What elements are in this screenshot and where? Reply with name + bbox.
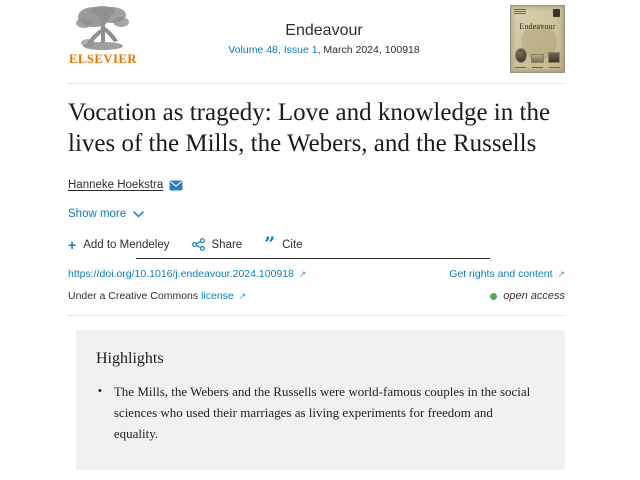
- external-link-icon: ↗: [238, 292, 247, 302]
- elsevier-tree-icon: [74, 5, 132, 51]
- open-access-badge: [490, 290, 565, 302]
- share-icon: [192, 238, 205, 251]
- cover-engraving-small: [531, 54, 544, 63]
- chevron-down-icon: [133, 211, 144, 218]
- highlights-heading: Highlights: [96, 350, 164, 367]
- action-bar: [68, 232, 565, 255]
- external-link-icon: ↗: [298, 270, 307, 280]
- journal-header: [0, 0, 640, 83]
- get-rights-link[interactable]: Get rights and content: [449, 268, 553, 280]
- header-divider: [68, 83, 565, 84]
- doi-row: [68, 268, 565, 280]
- cover-portrait-oval: [515, 48, 527, 63]
- cite-button[interactable]: [264, 232, 303, 255]
- cover-title: Endeavour: [519, 22, 556, 31]
- volume-issue-link[interactable]: Volume 48, Issue 1: [228, 44, 318, 56]
- open-access-dot-icon: [490, 293, 497, 300]
- add-to-mendeley-label: Add to Mendeley: [83, 238, 170, 251]
- cc-prefix-text: Under a Creative Commons: [68, 290, 199, 302]
- article-main: [0, 97, 640, 316]
- share-label: Share: [211, 238, 243, 251]
- article-title: Vocation as tragedy: Love and knowledge in the lives of the Mills, the Webers, and the Russells: [68, 99, 551, 157]
- issue-date-text: , March 2024, 100918: [317, 44, 420, 56]
- license-link[interactable]: license: [201, 290, 234, 302]
- author-row: [68, 179, 565, 191]
- add-to-mendeley-button[interactable]: [68, 236, 170, 253]
- cite-label: Cite: [282, 238, 303, 251]
- cover-engraving-square: [548, 52, 560, 63]
- author-link[interactable]: Hanneke Hoekstra: [68, 179, 164, 191]
- highlight-item: [96, 381, 536, 444]
- show-more-button[interactable]: [68, 208, 144, 220]
- show-more-label: Show more: [68, 208, 127, 220]
- cite-quotes-icon: ”: [264, 232, 276, 255]
- external-link-icon: ↗: [557, 270, 565, 280]
- journal-issue-line: [228, 44, 419, 56]
- actions-divider: [136, 258, 490, 259]
- cover-publisher-text: [514, 9, 526, 15]
- journal-cover-thumbnail[interactable]: [510, 5, 565, 73]
- doi-link[interactable]: https://doi.org/10.1016/j.endeavour.2024.100918: [68, 268, 294, 280]
- journal-info: [228, 5, 419, 56]
- cover-thumbnails: [515, 48, 560, 63]
- highlight-text: The Mills, the Webers and the Russells were world-famous couples in the social sciences who used their marriages as living experiments for freedom and equality.: [113, 384, 531, 441]
- license-row: [68, 290, 565, 302]
- journal-title[interactable]: Endeavour: [285, 22, 363, 39]
- elsevier-wordmark: ELSEVIER: [68, 52, 138, 66]
- bullet-icon: •: [98, 385, 102, 397]
- elsevier-logo[interactable]: [68, 5, 138, 67]
- open-access-label: open access: [503, 290, 565, 302]
- highlights-section: [76, 330, 565, 470]
- plus-icon: +: [68, 236, 77, 253]
- email-envelope-icon[interactable]: [169, 180, 183, 191]
- cover-emblem-icon: [553, 9, 560, 17]
- cover-captions: [515, 67, 560, 68]
- share-button[interactable]: [192, 238, 243, 251]
- license-divider: [68, 315, 565, 316]
